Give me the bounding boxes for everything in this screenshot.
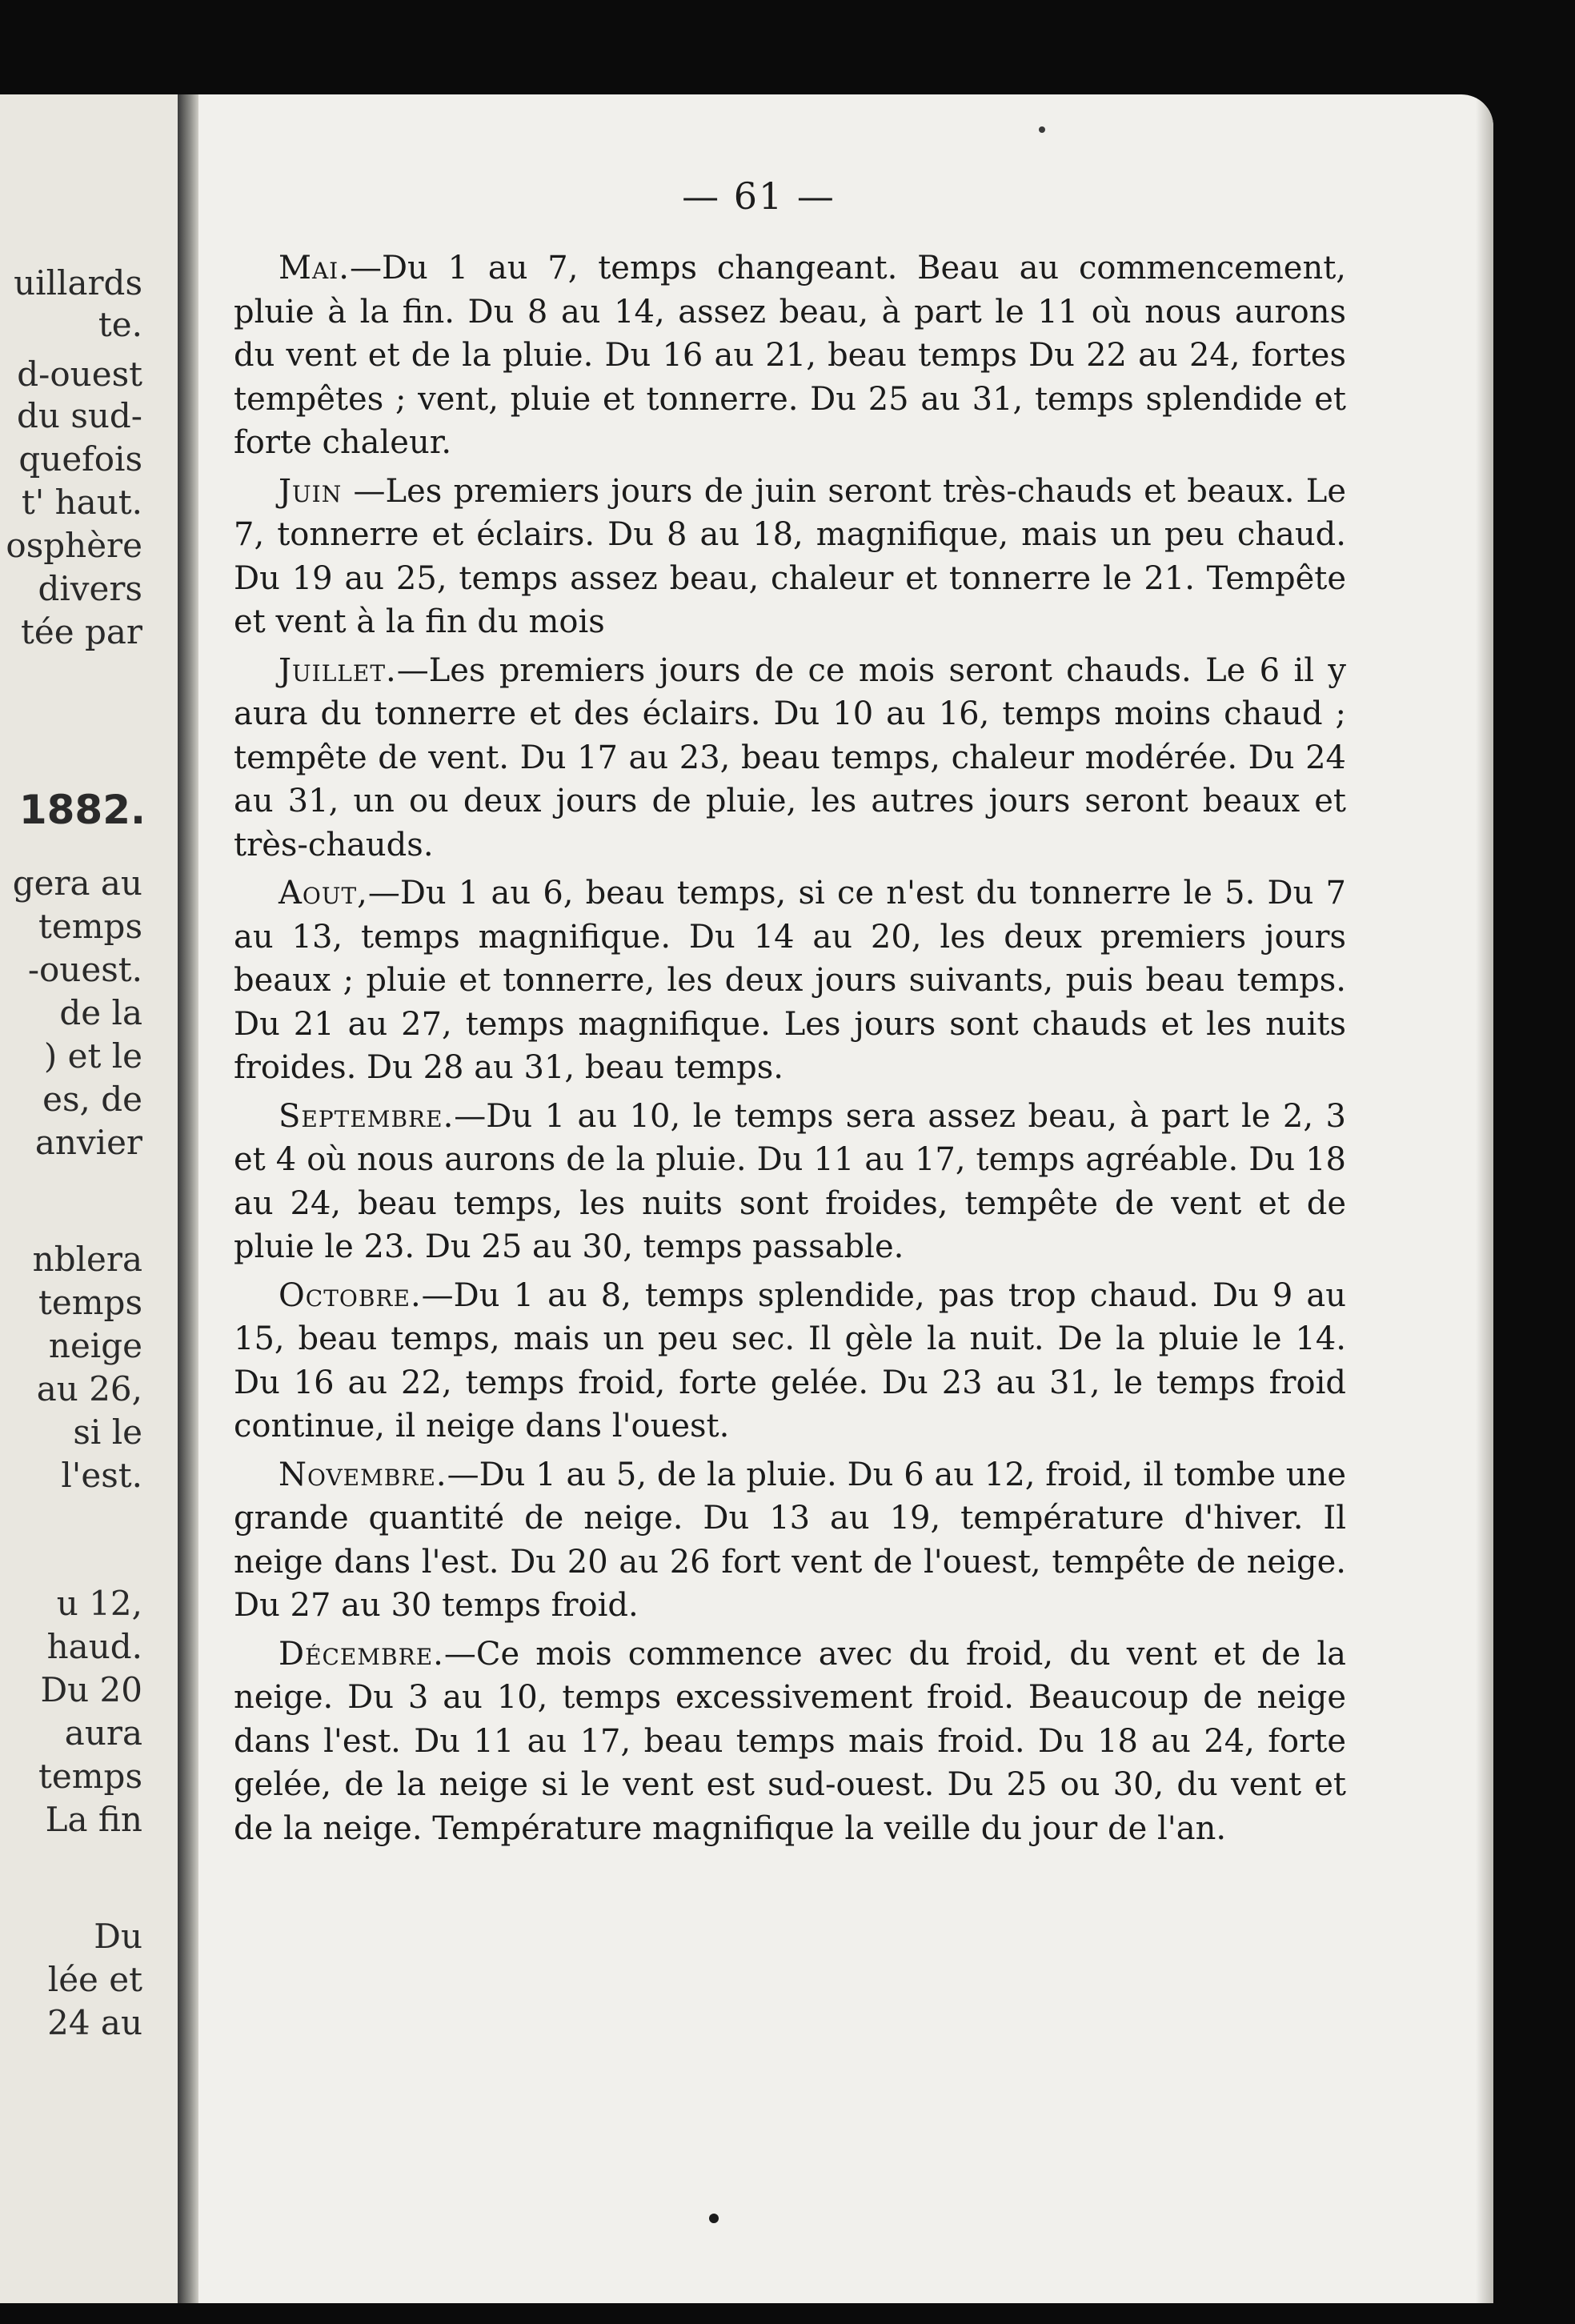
month-forecast: —Du 1 au 5, de la pluie. Du 6 au 12, froid, il tombe une grande quantité de neige. Du 13 au 19, température d'hiver. Il neige dans l'est. Du 20 au 26 fort vent de l'ouest, tempête de neige. Du 27 au 30 temps froid. — [234, 1456, 1346, 1624]
left-page-fragment: gera au — [12, 863, 142, 903]
month-paragraph-aout — [234, 872, 1346, 1090]
month-forecast: —Du 1 au 8, temps splendide, pas trop chaud. Du 9 au 15, beau temps, mais un peu sec. Il gèle la nuit. De la pluie le 14. Du 16 au 22, temps froid, forte gelée. Du 23 au 31, le temps froid continue, il neige dans l'ouest. — [234, 1276, 1346, 1444]
left-page-fragment: Du 20 — [40, 1670, 142, 1709]
left-page-fragment: La fin — [45, 1800, 142, 1839]
left-page-fragment: temps — [38, 1757, 142, 1796]
month-heading: Décembre. — [279, 1635, 444, 1673]
left-page-fragment: u 12, — [56, 1584, 142, 1623]
page-number: — 61 — — [682, 174, 836, 218]
left-facing-page — [0, 94, 178, 2303]
month-heading: Octobre. — [279, 1276, 422, 1314]
left-page-fragment: l'est. — [61, 1456, 142, 1495]
month-forecast: —Du 1 au 7, temps changeant. Beau au commencement, pluie à la fin. Du 8 au 14, assez beau, à part le 11 où nous aurons du vent et de la pluie. Du 16 au 21, beau temps Du 22 au 24, fortes tempêtes ; vent, pluie et tonnerre. Du 25 au 31, temps splendide et forte chaleur. — [234, 250, 1346, 461]
book-gutter — [178, 94, 198, 2303]
month-paragraph-mai — [234, 246, 1346, 465]
month-paragraph-juin — [234, 470, 1346, 644]
left-page-fragment: au 26, — [36, 1369, 142, 1408]
month-forecast: —Les premiers jours de juin seront très-chauds et beaux. Le 7, tonnerre et éclairs. Du 8 au 18, magnifique, mais un peu chaud. Du 19 au 25, temps assez beau, chaleur et tonnerre le 21. Tempête et vent à la fin du mois — [234, 472, 1346, 640]
left-page-fragment: osphère — [6, 526, 142, 565]
left-page-fragment: Du — [94, 1917, 142, 1956]
month-forecast: —Ce mois commence avec du froid, du vent et de la neige. Du 3 au 10, temps excessivement froid. Beaucoup de neige dans l'est. Du 11 au 17, beau temps mais froid. Du 18 au 24, forte gelée, de la neige si le vent est sud-ouest. Du 25 ou 30, du vent et de la neige. Température magnifique la veille du jour de l'an. — [234, 1635, 1346, 1847]
left-page-fragment: aura — [64, 1713, 142, 1753]
left-page-fragment: du sud- — [17, 396, 142, 435]
page-body — [234, 246, 1346, 1850]
month-paragraph-septembre — [234, 1095, 1346, 1269]
left-page-fragment: tée par — [21, 612, 142, 651]
left-page-year-heading: 1882. — [18, 787, 146, 833]
left-page-fragment: temps — [38, 907, 142, 946]
left-page-fragment: es, de — [42, 1080, 142, 1119]
month-forecast: —Du 1 au 6, beau temps, si ce n'est du tonnerre le 5. Du 7 au 13, temps magnifique. Du 14 au 20, les deux premiers jours beaux ; pluie et tonnerre, les deux jours suivants, puis beau temps. Du 21 au 27, temps magnifique. Les jours sont chauds et les nuits froides. Du 28 au 31, beau temps. — [234, 875, 1346, 1086]
left-page-fragment: ) et le — [43, 1036, 142, 1076]
month-heading: Novembre. — [279, 1456, 447, 1493]
month-paragraph-novembre — [234, 1453, 1346, 1628]
month-heading: Juillet. — [279, 651, 397, 689]
ink-speck — [709, 2214, 719, 2223]
left-page-fragment: -ouest. — [27, 950, 142, 989]
month-heading: Mai. — [279, 250, 350, 286]
right-page — [198, 94, 1493, 2303]
left-page-fragment: de la — [59, 993, 142, 1032]
scan-background-edge — [1493, 94, 1575, 2303]
left-page-fragment: quefois — [18, 439, 142, 479]
left-page-fragment: 24 au — [47, 2003, 142, 2042]
left-page-fragment: lée et — [47, 1960, 142, 1999]
month-heading: Septembre. — [279, 1097, 455, 1135]
month-heading: Juin — [279, 472, 343, 510]
left-page-fragment: divers — [38, 569, 142, 608]
month-forecast: —Les premiers jours de ce mois seront chauds. Le 6 il y aura du tonnerre et des éclairs. Du 10 au 16, temps moins chaud ; tempête de vent. Du 17 au 23, beau temps, chaleur modérée. Du 24 au 31, un ou deux jours de pluie, les autres jours seront beaux et très-chauds. — [234, 651, 1346, 863]
left-page-fragment: d-ouest — [17, 355, 142, 394]
left-page-fragment: anvier — [34, 1123, 142, 1162]
left-page-fragment: si le — [73, 1412, 142, 1452]
left-page-fragment: nblera — [32, 1240, 142, 1279]
month-paragraph-octobre — [234, 1274, 1346, 1448]
ink-speck — [1039, 126, 1045, 133]
left-page-fragment: te. — [98, 305, 142, 344]
left-page-fragment: neige — [48, 1326, 142, 1365]
left-page-fragment: uillards — [14, 263, 142, 303]
left-page-fragment: haud. — [46, 1627, 142, 1666]
month-heading: Aout, — [279, 875, 368, 912]
left-page-fragment: t' haut. — [21, 483, 142, 522]
month-paragraph-decembre — [234, 1633, 1346, 1851]
month-paragraph-juillet — [234, 649, 1346, 867]
month-forecast: —Du 1 au 10, le temps sera assez beau, à part le 2, 3 et 4 où nous aurons de la pluie. Du 11 au 17, temps agréable. Du 18 au 24, beau temps, les nuits sont froides, tempête de vent et de pluie le 23. Du 25 au 30, temps passable. — [234, 1097, 1346, 1265]
left-page-fragment: temps — [38, 1283, 142, 1322]
